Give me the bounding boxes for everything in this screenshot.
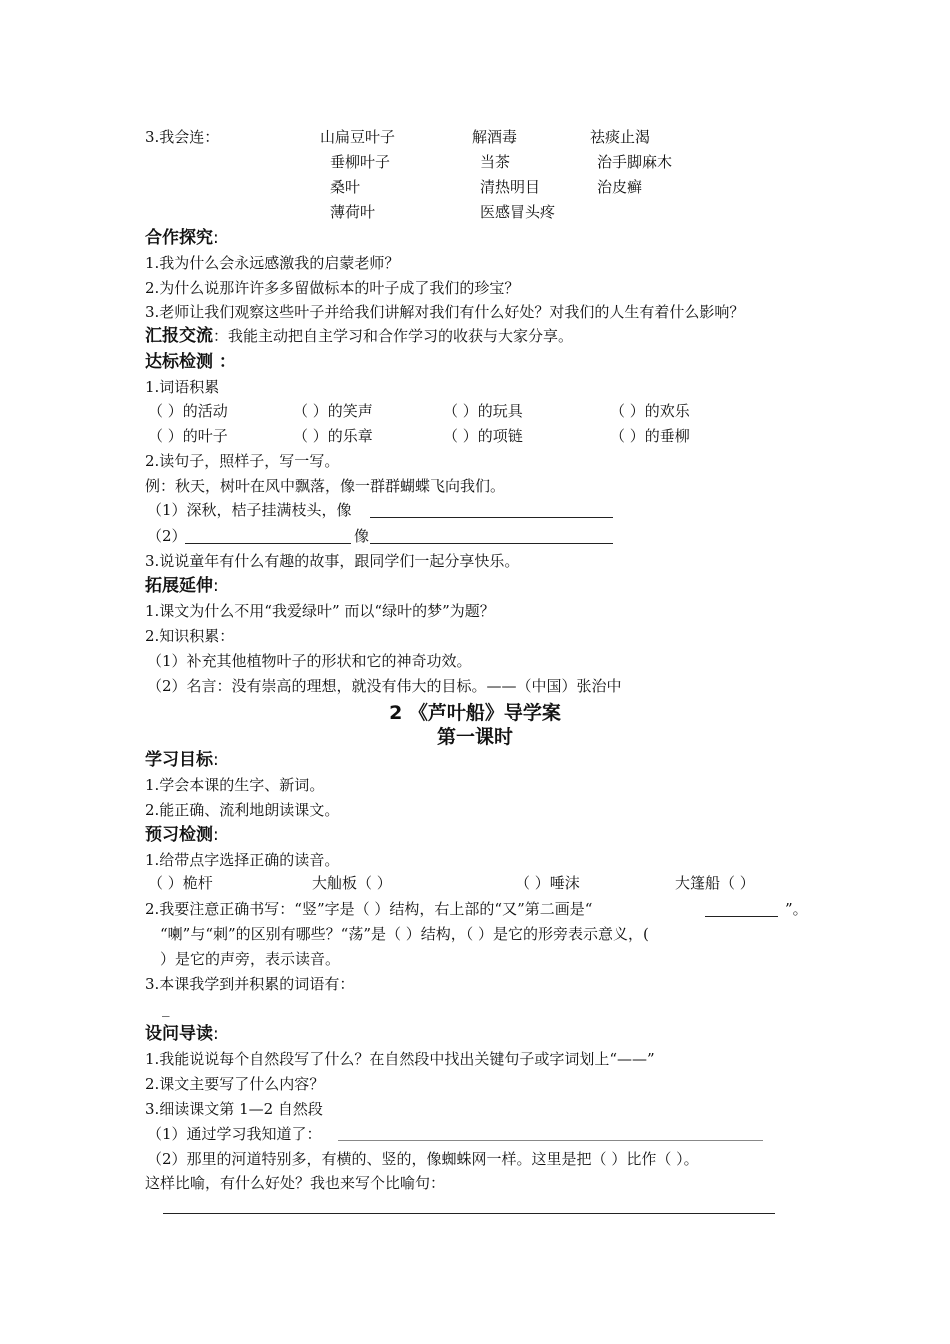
lesson-subtitle: 第一课时 <box>436 726 513 748</box>
answer-blank-line[interactable] <box>185 543 351 544</box>
match-col3-item: 治皮癣 <box>597 178 643 196</box>
question-line: （2）那里的河道特别多，有横的、竖的，像蜘蛛网一样。这里是把（ ）比作（ ）。 <box>147 1150 699 1168</box>
match-col1-item: 山扁豆叶子 <box>320 128 396 146</box>
answer-blank-line[interactable] <box>705 916 778 917</box>
answer-blank-line[interactable] <box>163 1213 775 1214</box>
answer-blank-line[interactable] <box>370 517 613 518</box>
reading-choice: （ ）唾沫 <box>515 874 580 892</box>
question-line: （1）通过学习我知道了： <box>147 1125 322 1143</box>
sentence-line: （1）深秋，桔子挂满枝头，像 <box>147 501 352 519</box>
sentence-line: （2） <box>147 527 187 545</box>
question-line: 1.我能说说每个自然段写了什么？在自然段中找出关键句子或字词划上“——” <box>145 1050 655 1068</box>
goal-line: 1.学会本课的生字、新词。 <box>145 776 325 794</box>
example-line: 例：秋天，树叶在风中飘落，像一群群蝴蝶飞向我们。 <box>145 477 506 495</box>
item-line: 3.本课我学到并积累的词语有： <box>145 975 355 993</box>
reading-choice: 大舢板（ ） <box>312 874 392 892</box>
sentence-line: 像 <box>354 527 370 545</box>
question-line: 2.知识积累： <box>145 627 235 645</box>
match-col3-item: 治手脚麻木 <box>597 153 673 171</box>
writing-line-end: ”。 <box>785 900 808 918</box>
goal-line: 2.能正确、流利地朗读课文。 <box>145 801 340 819</box>
question-line: 1.我为什么会永远感激我的启蒙老师？ <box>145 254 400 272</box>
match-col1-item: 桑叶 <box>330 178 361 196</box>
question-line: 2.课文主要写了什么内容？ <box>145 1075 325 1093</box>
quote-line: （2）名言：没有崇高的理想，就没有伟大的目标。——（中国）张治中 <box>147 677 622 695</box>
blank-mark: _ <box>162 999 170 1017</box>
section-heading-huibao: 汇报交流：我能主动把自主学习和合作学习的收获与大家分享。 <box>145 326 574 346</box>
fill-blank-phrase: （ ）的垂柳 <box>610 427 690 445</box>
question-line: 2.为什么说那许许多多留做标本的叶子成了我们的珍宝？ <box>145 279 520 297</box>
question-line: 3.老师让我们观察这些叶子并给我们讲解对我们有什么好处？对我们的人生有着什么影响？ <box>145 303 745 321</box>
writing-line: “喇”与“刺”的区别有哪些？“荡”是（ ）结构，（ ）是它的形旁表示意义，( <box>160 925 649 943</box>
match-col2-item: 当茶 <box>480 153 511 171</box>
match-col2-item: 医感冒头疼 <box>480 203 556 221</box>
fill-blank-phrase: （ ）的叶子 <box>148 427 228 445</box>
fill-blank-phrase: （ ）的玩具 <box>443 402 523 420</box>
item-line: 3.说说童年有什么有趣的故事，跟同学们一起分享快乐。 <box>145 552 520 570</box>
match-col1-item: 薄荷叶 <box>330 203 376 221</box>
section-heading-dabiao: 达标检测 ： <box>145 352 236 372</box>
match-col1-item: 垂柳叶子 <box>330 153 391 171</box>
section-heading-yuxi: 预习检测: <box>145 825 219 845</box>
answer-blank-line[interactable] <box>370 543 613 544</box>
section-heading-hezuo: 合作探究: <box>145 228 219 248</box>
matching-label: 3.我会连： <box>145 128 220 146</box>
fill-blank-phrase: （ ）的乐章 <box>293 427 373 445</box>
item-line: 2.读句子，照样子，写一写。 <box>145 452 340 470</box>
fill-blank-phrase: （ ）的笑声 <box>293 402 373 420</box>
section-heading-sheweng: 设问导读: <box>145 1024 219 1044</box>
item-line: 1.词语积累 <box>145 378 220 396</box>
reading-choice: 大篷船（ ） <box>675 874 755 892</box>
writing-line: ）是它的声旁，表示读音。 <box>160 950 341 968</box>
section-heading-mubiao: 学习目标: <box>145 750 219 770</box>
fill-blank-phrase: （ ）的活动 <box>148 402 228 420</box>
fill-blank-phrase: （ ）的欢乐 <box>610 402 690 420</box>
question-line: 3.细读课文第 1—2 自然段 <box>145 1100 323 1118</box>
lesson-title: 2 《芦叶船》导学案 <box>389 702 561 724</box>
item-line: 1.给带点字选择正确的读音。 <box>145 851 340 869</box>
answer-blank-line[interactable] <box>338 1140 763 1141</box>
question-line: 1.课文为什么不用“我爱绿叶” 而以“绿叶的梦”为题？ <box>145 602 495 620</box>
question-line: （1）补充其他植物叶子的形状和它的神奇功效。 <box>147 652 472 670</box>
match-col2-item: 解酒毒 <box>472 128 518 146</box>
writing-line: 2.我要注意正确书写：“竖”字是（ ）结构，右上部的“又”第二画是“ <box>145 900 593 918</box>
match-col3-item: 祛痰止渴 <box>590 128 651 146</box>
match-col2-item: 清热明目 <box>480 178 541 196</box>
question-line: 这样比喻，有什么好处？我也来写个比喻句： <box>145 1174 446 1192</box>
section-heading-tuozhan: 拓展延伸: <box>145 576 219 596</box>
fill-blank-phrase: （ ）的项链 <box>443 427 523 445</box>
reading-choice: （ ）桅杆 <box>148 874 213 892</box>
